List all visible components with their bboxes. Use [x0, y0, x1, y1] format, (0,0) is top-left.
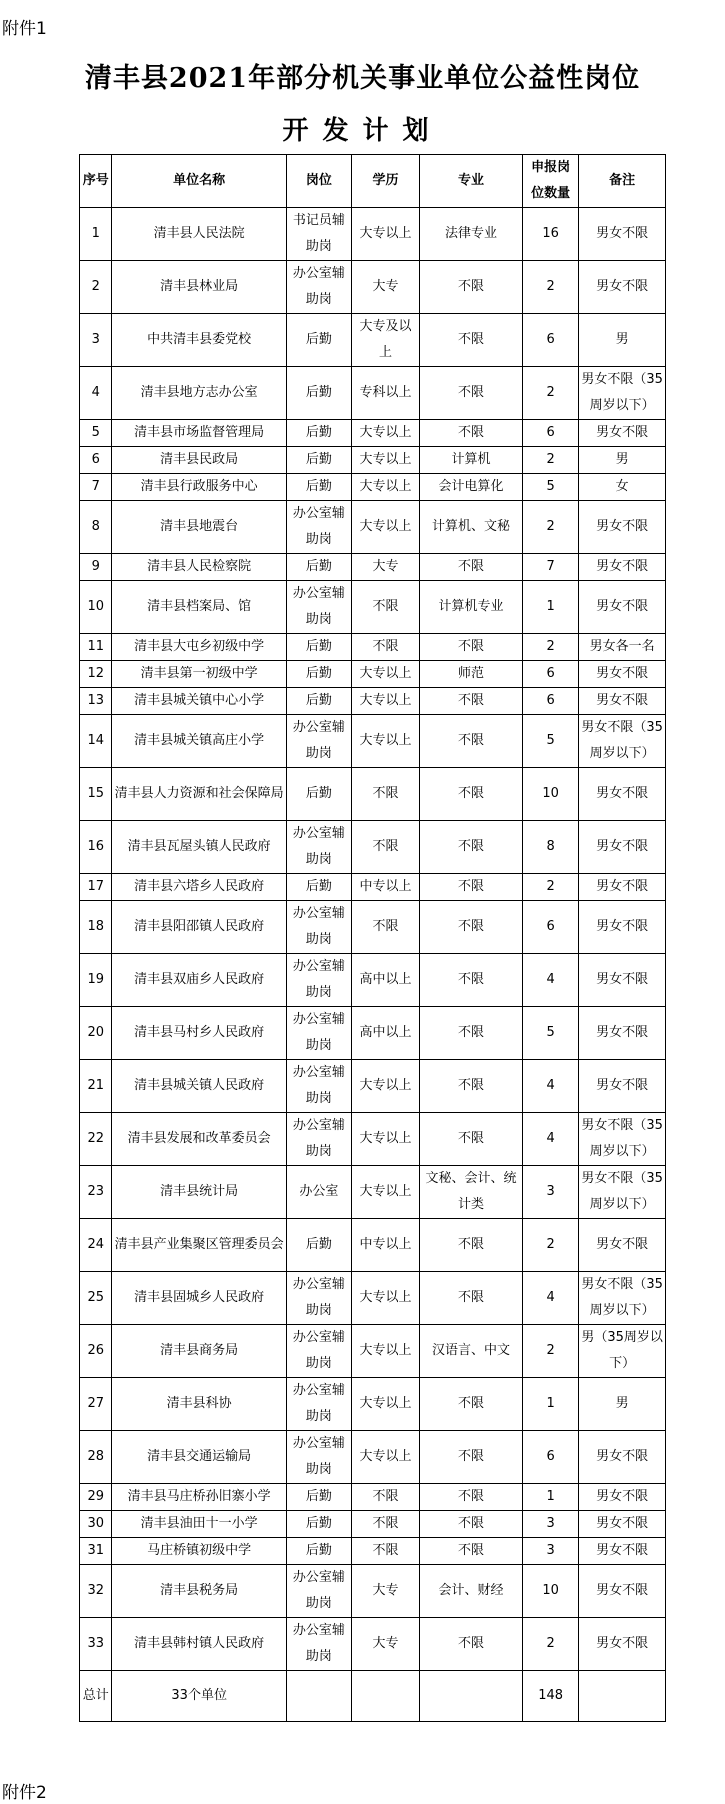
cell-seq: 32 — [80, 1565, 112, 1618]
cell-post: 办公室辅助岗 — [286, 1378, 351, 1431]
table-row — [80, 821, 666, 874]
cell-education: 中专以上 — [351, 874, 419, 901]
cell-unit: 清丰县大屯乡初级中学 — [112, 634, 286, 661]
cell-major: 不限 — [420, 1272, 523, 1325]
header-remark: 备注 — [579, 155, 666, 208]
cell-major: 计算机 — [420, 447, 523, 474]
cell-remark: 男女不限（35周岁以下） — [579, 715, 666, 768]
cell-unit: 清丰县韩村镇人民政府 — [112, 1618, 286, 1671]
cell-seq: 21 — [80, 1060, 112, 1113]
total-cell-post — [286, 1671, 351, 1722]
cell-post: 后勤 — [286, 768, 351, 821]
cell-count: 1 — [522, 1378, 578, 1431]
cell-post: 后勤 — [286, 1219, 351, 1272]
cell-remark: 男女不限 — [579, 661, 666, 688]
header-seq: 序号 — [80, 155, 112, 208]
cell-unit: 清丰县固城乡人民政府 — [112, 1272, 286, 1325]
table-row — [80, 208, 666, 261]
cell-education: 大专以上 — [351, 661, 419, 688]
cell-seq: 11 — [80, 634, 112, 661]
header-post: 岗位 — [286, 155, 351, 208]
cell-seq: 10 — [80, 581, 112, 634]
cell-post: 办公室辅助岗 — [286, 901, 351, 954]
cell-major: 师范 — [420, 661, 523, 688]
cell-post: 后勤 — [286, 1484, 351, 1511]
cell-education: 高中以上 — [351, 1007, 419, 1060]
cell-unit: 清丰县马庄桥孙旧寨小学 — [112, 1484, 286, 1511]
cell-post: 后勤 — [286, 420, 351, 447]
cell-seq: 1 — [80, 208, 112, 261]
cell-education: 大专以上 — [351, 1166, 419, 1219]
cell-count: 2 — [522, 501, 578, 554]
table-row — [80, 901, 666, 954]
cell-major: 不限 — [420, 954, 523, 1007]
cell-seq: 17 — [80, 874, 112, 901]
cell-unit: 清丰县城关镇高庄小学 — [112, 715, 286, 768]
cell-seq: 23 — [80, 1166, 112, 1219]
cell-remark: 男女不限（35周岁以下） — [579, 1166, 666, 1219]
cell-count: 2 — [522, 634, 578, 661]
cell-major: 不限 — [420, 901, 523, 954]
cell-seq: 25 — [80, 1272, 112, 1325]
table-row — [80, 874, 666, 901]
cell-count: 6 — [522, 661, 578, 688]
cell-count: 6 — [522, 1431, 578, 1484]
cell-remark: 男女各一名 — [579, 634, 666, 661]
header-major: 专业 — [420, 155, 523, 208]
cell-unit: 清丰县市场监督管理局 — [112, 420, 286, 447]
cell-count: 2 — [522, 1219, 578, 1272]
cell-unit: 中共清丰县委党校 — [112, 314, 286, 367]
cell-seq: 22 — [80, 1113, 112, 1166]
cell-remark: 男女不限 — [579, 1431, 666, 1484]
cell-seq: 14 — [80, 715, 112, 768]
cell-unit: 清丰县发展和改革委员会 — [112, 1113, 286, 1166]
cell-unit: 清丰县人民法院 — [112, 208, 286, 261]
cell-post: 后勤 — [286, 634, 351, 661]
cell-unit: 清丰县油田十一小学 — [112, 1511, 286, 1538]
total-row — [80, 1671, 666, 1722]
cell-seq: 2 — [80, 261, 112, 314]
cell-major: 法律专业 — [420, 208, 523, 261]
cell-major: 文秘、会计、统计类 — [420, 1166, 523, 1219]
cell-post: 后勤 — [286, 1538, 351, 1565]
cell-count: 8 — [522, 821, 578, 874]
cell-remark: 男女不限 — [579, 1511, 666, 1538]
cell-unit: 清丰县城关镇中心小学 — [112, 688, 286, 715]
table-row — [80, 1618, 666, 1671]
document-subtitle: 开发计划 — [282, 116, 443, 146]
cell-education: 大专以上 — [351, 447, 419, 474]
cell-unit: 清丰县地震台 — [112, 501, 286, 554]
cell-education: 不限 — [351, 1484, 419, 1511]
cell-remark: 男女不限 — [579, 688, 666, 715]
cell-unit: 清丰县科协 — [112, 1378, 286, 1431]
cell-major: 不限 — [420, 1219, 523, 1272]
cell-major: 不限 — [420, 715, 523, 768]
table-row — [80, 1113, 666, 1166]
cell-remark: 男女不限 — [579, 554, 666, 581]
cell-seq: 15 — [80, 768, 112, 821]
total-cell-seq: 总计 — [80, 1671, 112, 1722]
cell-seq: 26 — [80, 1325, 112, 1378]
cell-remark: 男女不限 — [579, 261, 666, 314]
cell-post: 办公室辅助岗 — [286, 1565, 351, 1618]
cell-education: 大专以上 — [351, 1378, 419, 1431]
cell-major: 不限 — [420, 1378, 523, 1431]
cell-major: 不限 — [420, 821, 523, 874]
cell-remark: 男女不限 — [579, 768, 666, 821]
cell-major: 不限 — [420, 1538, 523, 1565]
cell-unit: 清丰县人力资源和社会保障局 — [112, 768, 286, 821]
cell-education: 大专以上 — [351, 1431, 419, 1484]
cell-count: 3 — [522, 1511, 578, 1538]
cell-count: 6 — [522, 688, 578, 715]
total-cell-education — [351, 1671, 419, 1722]
table-body — [80, 208, 666, 1722]
cell-remark: 男（35周岁以下） — [579, 1325, 666, 1378]
cell-remark: 男女不限（35周岁以下） — [579, 367, 666, 420]
cell-major: 不限 — [420, 688, 523, 715]
cell-unit: 清丰县人民检察院 — [112, 554, 286, 581]
cell-seq: 27 — [80, 1378, 112, 1431]
cell-unit: 清丰县地方志办公室 — [112, 367, 286, 420]
cell-count: 4 — [522, 1060, 578, 1113]
cell-education: 不限 — [351, 581, 419, 634]
cell-count: 5 — [522, 715, 578, 768]
cell-major: 不限 — [420, 1060, 523, 1113]
table-row — [80, 420, 666, 447]
cell-post: 后勤 — [286, 554, 351, 581]
table-row — [80, 1565, 666, 1618]
cell-education: 大专以上 — [351, 688, 419, 715]
cell-major: 不限 — [420, 1007, 523, 1060]
cell-count: 2 — [522, 261, 578, 314]
cell-remark: 男女不限 — [579, 1219, 666, 1272]
cell-major: 不限 — [420, 314, 523, 367]
cell-count: 3 — [522, 1538, 578, 1565]
table-row — [80, 1511, 666, 1538]
cell-post: 书记员辅助岗 — [286, 208, 351, 261]
cell-post: 办公室辅助岗 — [286, 1325, 351, 1378]
table-row — [80, 715, 666, 768]
cell-unit: 清丰县林业局 — [112, 261, 286, 314]
cell-seq: 7 — [80, 474, 112, 501]
cell-remark: 男女不限 — [579, 208, 666, 261]
cell-unit: 清丰县商务局 — [112, 1325, 286, 1378]
cell-post: 办公室辅助岗 — [286, 501, 351, 554]
cell-count: 1 — [522, 581, 578, 634]
cell-major: 不限 — [420, 1431, 523, 1484]
cell-seq: 4 — [80, 367, 112, 420]
cell-unit: 清丰县阳邵镇人民政府 — [112, 901, 286, 954]
cell-major: 计算机专业 — [420, 581, 523, 634]
cell-seq: 6 — [80, 447, 112, 474]
cell-remark: 男女不限 — [579, 1007, 666, 1060]
cell-count: 6 — [522, 901, 578, 954]
cell-remark: 男 — [579, 447, 666, 474]
cell-count: 5 — [522, 1007, 578, 1060]
cell-education: 大专 — [351, 554, 419, 581]
cell-count: 4 — [522, 1272, 578, 1325]
cell-education: 不限 — [351, 768, 419, 821]
cell-education: 大专以上 — [351, 1272, 419, 1325]
cell-seq: 30 — [80, 1511, 112, 1538]
table-row — [80, 367, 666, 420]
cell-post: 后勤 — [286, 447, 351, 474]
cell-seq: 28 — [80, 1431, 112, 1484]
table-row — [80, 261, 666, 314]
table-row — [80, 661, 666, 688]
cell-seq: 20 — [80, 1007, 112, 1060]
cell-major: 汉语言、中文 — [420, 1325, 523, 1378]
table-row — [80, 447, 666, 474]
cell-count: 10 — [522, 1565, 578, 1618]
cell-unit: 清丰县六塔乡人民政府 — [112, 874, 286, 901]
cell-education: 大专以上 — [351, 208, 419, 261]
cell-major: 不限 — [420, 554, 523, 581]
cell-unit: 清丰县城关镇人民政府 — [112, 1060, 286, 1113]
cell-count: 5 — [522, 474, 578, 501]
table-row — [80, 1219, 666, 1272]
cell-count: 1 — [522, 1484, 578, 1511]
cell-unit: 清丰县马村乡人民政府 — [112, 1007, 286, 1060]
cell-education: 大专以上 — [351, 715, 419, 768]
table-row — [80, 474, 666, 501]
cell-remark: 男女不限（35周岁以下） — [579, 1272, 666, 1325]
cell-remark: 男女不限 — [579, 1060, 666, 1113]
cell-remark: 男女不限 — [579, 420, 666, 447]
cell-remark: 男女不限 — [579, 1538, 666, 1565]
cell-major: 不限 — [420, 420, 523, 447]
cell-remark: 男女不限 — [579, 954, 666, 1007]
cell-major: 不限 — [420, 261, 523, 314]
attachment-label-top: 附件1 — [2, 19, 47, 39]
cell-major: 不限 — [420, 367, 523, 420]
cell-seq: 31 — [80, 1538, 112, 1565]
cell-post: 办公室辅助岗 — [286, 1272, 351, 1325]
cell-major: 计算机、文秘 — [420, 501, 523, 554]
cell-remark: 男女不限 — [579, 1565, 666, 1618]
table-row — [80, 1538, 666, 1565]
cell-remark: 男女不限 — [579, 1484, 666, 1511]
cell-major: 不限 — [420, 1113, 523, 1166]
table-row — [80, 1431, 666, 1484]
total-cell-count: 148 — [522, 1671, 578, 1722]
cell-seq: 16 — [80, 821, 112, 874]
cell-post: 办公室辅助岗 — [286, 261, 351, 314]
cell-remark: 男女不限 — [579, 1618, 666, 1671]
cell-education: 大专以上 — [351, 420, 419, 447]
cell-post: 后勤 — [286, 367, 351, 420]
cell-post: 办公室辅助岗 — [286, 821, 351, 874]
cell-post: 后勤 — [286, 874, 351, 901]
cell-post: 后勤 — [286, 661, 351, 688]
cell-seq: 9 — [80, 554, 112, 581]
cell-post: 办公室辅助岗 — [286, 1007, 351, 1060]
cell-remark: 男女不限 — [579, 821, 666, 874]
cell-count: 6 — [522, 420, 578, 447]
cell-post: 后勤 — [286, 688, 351, 715]
cell-education: 大专以上 — [351, 474, 419, 501]
cell-unit: 清丰县税务局 — [112, 1565, 286, 1618]
total-cell-major — [420, 1671, 523, 1722]
cell-seq: 33 — [80, 1618, 112, 1671]
cell-education: 大专以上 — [351, 1113, 419, 1166]
cell-count: 6 — [522, 314, 578, 367]
cell-unit: 清丰县双庙乡人民政府 — [112, 954, 286, 1007]
cell-count: 3 — [522, 1166, 578, 1219]
table-row — [80, 688, 666, 715]
cell-education: 专科以上 — [351, 367, 419, 420]
cell-post: 后勤 — [286, 474, 351, 501]
cell-post: 办公室 — [286, 1166, 351, 1219]
cell-education: 大专及以上 — [351, 314, 419, 367]
cell-post: 后勤 — [286, 314, 351, 367]
cell-education: 不限 — [351, 821, 419, 874]
cell-unit: 清丰县交通运输局 — [112, 1431, 286, 1484]
table-row — [80, 1060, 666, 1113]
cell-education: 大专 — [351, 261, 419, 314]
cell-count: 4 — [522, 1113, 578, 1166]
cell-count: 2 — [522, 447, 578, 474]
cell-seq: 18 — [80, 901, 112, 954]
table-row — [80, 634, 666, 661]
cell-unit: 清丰县统计局 — [112, 1166, 286, 1219]
cell-post: 办公室辅助岗 — [286, 1113, 351, 1166]
header-education: 学历 — [351, 155, 419, 208]
cell-count: 2 — [522, 1325, 578, 1378]
cell-count: 2 — [522, 874, 578, 901]
table-row — [80, 1272, 666, 1325]
cell-major: 不限 — [420, 1511, 523, 1538]
cell-unit: 马庄桥镇初级中学 — [112, 1538, 286, 1565]
cell-major: 不限 — [420, 1484, 523, 1511]
cell-seq: 29 — [80, 1484, 112, 1511]
cell-remark: 男 — [579, 1378, 666, 1431]
cell-major: 会计、财经 — [420, 1565, 523, 1618]
cell-count: 2 — [522, 367, 578, 420]
table-row — [80, 954, 666, 1007]
cell-unit: 清丰县产业集聚区管理委员会 — [112, 1219, 286, 1272]
cell-count: 2 — [522, 1618, 578, 1671]
attachment-label-bottom: 附件2 — [2, 1783, 47, 1803]
cell-seq: 5 — [80, 420, 112, 447]
cell-count: 16 — [522, 208, 578, 261]
cell-remark: 男女不限（35周岁以下） — [579, 1113, 666, 1166]
header-unit: 单位名称 — [112, 155, 286, 208]
cell-seq: 19 — [80, 954, 112, 1007]
cell-count: 4 — [522, 954, 578, 1007]
cell-unit: 清丰县瓦屋头镇人民政府 — [112, 821, 286, 874]
cell-post: 办公室辅助岗 — [286, 1060, 351, 1113]
positions-table — [79, 154, 666, 1722]
header-count: 申报岗位数量 — [522, 155, 578, 208]
total-cell-unit: 33个单位 — [112, 1671, 286, 1722]
cell-remark: 男女不限 — [579, 901, 666, 954]
cell-remark: 男女不限 — [579, 501, 666, 554]
table-row — [80, 1378, 666, 1431]
cell-major: 不限 — [420, 768, 523, 821]
cell-count: 10 — [522, 768, 578, 821]
cell-seq: 24 — [80, 1219, 112, 1272]
table-row — [80, 581, 666, 634]
cell-seq: 8 — [80, 501, 112, 554]
table-row — [80, 1325, 666, 1378]
cell-education: 中专以上 — [351, 1219, 419, 1272]
cell-education: 大专 — [351, 1618, 419, 1671]
cell-post: 办公室辅助岗 — [286, 1431, 351, 1484]
cell-post: 办公室辅助岗 — [286, 715, 351, 768]
cell-education: 不限 — [351, 634, 419, 661]
table-row — [80, 1166, 666, 1219]
cell-post: 办公室辅助岗 — [286, 954, 351, 1007]
cell-major: 不限 — [420, 1618, 523, 1671]
total-cell-remark — [579, 1671, 666, 1722]
table-row — [80, 554, 666, 581]
cell-remark: 男女不限 — [579, 581, 666, 634]
cell-unit: 清丰县民政局 — [112, 447, 286, 474]
cell-remark: 男女不限 — [579, 874, 666, 901]
cell-education: 大专以上 — [351, 501, 419, 554]
cell-major: 会计电算化 — [420, 474, 523, 501]
document-title: 清丰县2021年部分机关事业单位公益性岗位 — [84, 63, 641, 94]
cell-post: 办公室辅助岗 — [286, 581, 351, 634]
cell-remark: 女 — [579, 474, 666, 501]
cell-education: 大专以上 — [351, 1060, 419, 1113]
cell-count: 7 — [522, 554, 578, 581]
table-row — [80, 1007, 666, 1060]
table-row — [80, 314, 666, 367]
cell-education: 高中以上 — [351, 954, 419, 1007]
cell-major: 不限 — [420, 874, 523, 901]
cell-remark: 男 — [579, 314, 666, 367]
cell-seq: 13 — [80, 688, 112, 715]
cell-unit: 清丰县行政服务中心 — [112, 474, 286, 501]
table-row — [80, 1484, 666, 1511]
cell-seq: 3 — [80, 314, 112, 367]
cell-education: 大专以上 — [351, 1325, 419, 1378]
cell-education: 不限 — [351, 1538, 419, 1565]
cell-unit: 清丰县档案局、馆 — [112, 581, 286, 634]
cell-education: 不限 — [351, 901, 419, 954]
cell-major: 不限 — [420, 634, 523, 661]
cell-education: 不限 — [351, 1511, 419, 1538]
table-row — [80, 501, 666, 554]
cell-post: 后勤 — [286, 1511, 351, 1538]
cell-post: 办公室辅助岗 — [286, 1618, 351, 1671]
table-row — [80, 768, 666, 821]
cell-seq: 12 — [80, 661, 112, 688]
cell-education: 大专 — [351, 1565, 419, 1618]
cell-unit: 清丰县第一初级中学 — [112, 661, 286, 688]
table-header-row — [80, 155, 666, 208]
